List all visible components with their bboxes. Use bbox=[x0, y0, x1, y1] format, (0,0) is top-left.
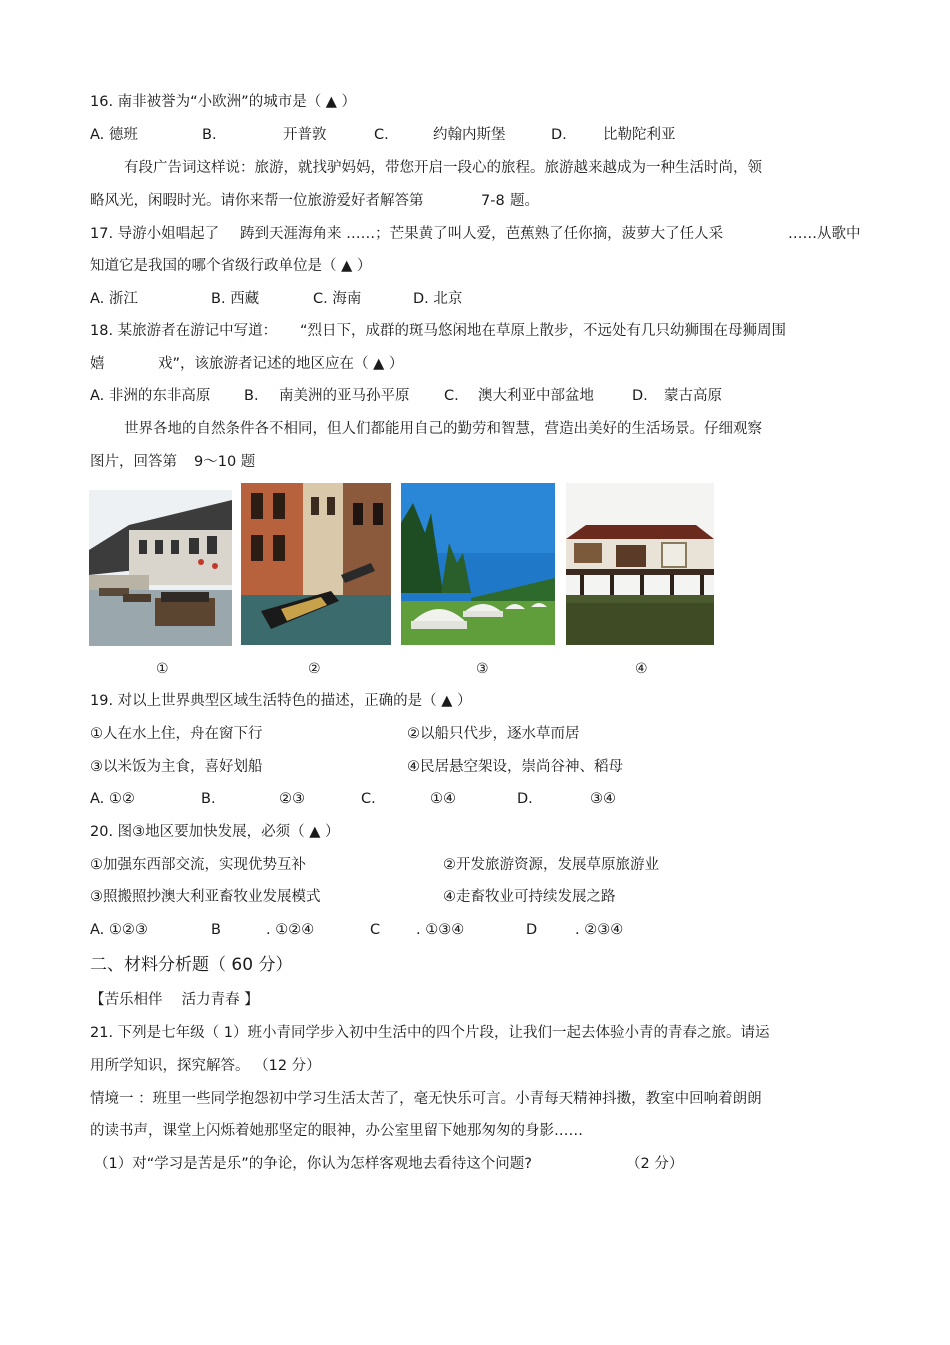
q18-option-b-letter: B. bbox=[244, 388, 259, 404]
q19-option-c-letter: C. bbox=[361, 791, 376, 807]
q16-option-c: 约翰内斯堡 bbox=[433, 127, 506, 143]
q18-line2b: 戏”，该旅游者记述的地区应在（ ▲ ） bbox=[158, 356, 404, 372]
q18-option-d: 蒙古高原 bbox=[664, 388, 722, 404]
q19-option-c: ①④ bbox=[430, 791, 456, 807]
q19-option-d: ③④ bbox=[590, 791, 616, 807]
q20-option-c: . ①③④ bbox=[416, 922, 465, 938]
q20-option-c-letter: C bbox=[370, 922, 381, 938]
q19-option-b-letter: B. bbox=[201, 791, 216, 807]
q20-stem: 20. 图③地区要加快发展，必须（ ▲ ） bbox=[90, 824, 340, 840]
q16-option-d: 比勒陀利亚 bbox=[603, 127, 676, 143]
q19-statement-1: ①人在水上住，舟在窗下行 bbox=[90, 726, 263, 742]
q19-stem: 19. 对以上世界典型区域生活特色的描述，正确的是（ ▲ ） bbox=[90, 693, 472, 709]
q18-option-c-letter: C. bbox=[444, 388, 459, 404]
q21-context-1-line2: 的读书声，课堂上闪烁着她那坚定的眼神，办公室里留下她那匆匆的身影…… bbox=[90, 1123, 583, 1139]
q16-option-a: A. 德班 bbox=[90, 127, 138, 143]
caption-1: ① bbox=[156, 661, 169, 677]
q19-option-a: A. ①② bbox=[90, 791, 135, 807]
q20-statement-3: ③照搬照抄澳大利亚畜牧业发展模式 bbox=[90, 889, 321, 905]
q16-option-c-letter: C. bbox=[374, 127, 389, 143]
section-2-theme: 【苦乐相伴 活力青春 】 bbox=[90, 992, 259, 1008]
q17-line1c: ……从歌中 bbox=[788, 226, 861, 242]
intro1-line2a: 略风光，闲暇时光。请你来帮一位旅游爱好者解答第 bbox=[90, 193, 424, 209]
section-2-title: 二、材料分析题（ 60 分） bbox=[90, 955, 293, 975]
q21-sub1-points: （2 分） bbox=[626, 1156, 684, 1172]
intro2-line2b: 9～10 题 bbox=[194, 454, 256, 470]
caption-3: ③ bbox=[476, 661, 489, 677]
q17-line1b: 踌到天涯海角来 ……；芒果黄了叫人爱，芭蕉熟了任你摘，菠萝大了任人采 bbox=[240, 226, 724, 242]
q21-sub1: （1）对“学习是苦是乐”的争论，你认为怎样客观地去看待这个问题? bbox=[94, 1156, 532, 1172]
q20-option-b-letter: B bbox=[211, 922, 221, 938]
q19-option-d-letter: D. bbox=[517, 791, 533, 807]
q17-option-d: D. 北京 bbox=[413, 291, 463, 307]
intro1-line1: 有段广告词这样说：旅游，就找驴妈妈，带您开启一段心的旅程。旅游越来越成为一种生活时尚，领 bbox=[124, 160, 762, 176]
q21-line2: 用所学知识，探究解答。 （12 分） bbox=[90, 1058, 321, 1074]
stilt-house-photo-icon bbox=[566, 483, 714, 645]
water-town-photo-icon bbox=[89, 490, 232, 646]
q20-statement-2: ②开发旅游资源，发展草原旅游业 bbox=[443, 857, 659, 873]
q19-statement-4: ④民居悬空架设，崇尚谷神、稻母 bbox=[407, 759, 623, 775]
q20-option-d-letter: D bbox=[526, 922, 538, 938]
intro2-line1: 世界各地的自然条件各不相同，但人们都能用自己的勤劳和智慧，营造出美好的生活场景。仔细观察 bbox=[124, 421, 762, 437]
q20-statement-4: ④走畜牧业可持续发展之路 bbox=[443, 889, 616, 905]
q18-option-b: 南美洲的亚马孙平原 bbox=[279, 388, 410, 404]
q20-option-d: . ②③④ bbox=[575, 922, 624, 938]
q16-option-b: 开普敦 bbox=[283, 127, 327, 143]
q17-line2: 知道它是我国的哪个省级行政单位是（ ▲ ） bbox=[90, 258, 372, 274]
q20-option-b: . ①②④ bbox=[266, 922, 315, 938]
q21-line1: 21. 下列是七年级（ 1）班小青同学步入初中生活中的四个片段，让我们一起去体验小青的青春之旅。请运 bbox=[90, 1025, 770, 1041]
q16-stem: 16. 南非被誉为“小欧洲”的城市是（ ▲ ） bbox=[90, 94, 357, 110]
q19-statement-3: ③以米饭为主食，喜好划船 bbox=[90, 759, 263, 775]
q17-line1a: 17. 导游小姐唱起了 bbox=[90, 226, 220, 242]
q17-option-c: C. 海南 bbox=[313, 291, 362, 307]
q18-line2a: 嬉 bbox=[90, 356, 105, 372]
q20-option-a: A. ①②③ bbox=[90, 922, 148, 938]
q17-option-b: B. 西藏 bbox=[211, 291, 260, 307]
intro2-line2a: 图片，回答第 bbox=[90, 454, 177, 470]
venice-canal-photo-icon bbox=[241, 483, 391, 645]
q16-option-d-letter: D. bbox=[551, 127, 567, 143]
q18-option-a: A. 非洲的东非高原 bbox=[90, 388, 211, 404]
yurt-grassland-photo-icon bbox=[401, 483, 555, 645]
q19-option-b: ②③ bbox=[279, 791, 305, 807]
caption-2: ② bbox=[308, 661, 321, 677]
q21-context-1-line1: 情境一 ：班里一些同学抱怨初中学习生活太苦了，毫无快乐可言。小青每天精神抖擞，教室中回响着朗朗 bbox=[90, 1091, 762, 1107]
q19-statement-2: ②以船只代步，逐水草而居 bbox=[407, 726, 580, 742]
q17-option-a: A. 浙江 bbox=[90, 291, 138, 307]
q18-option-d-letter: D. bbox=[632, 388, 648, 404]
intro1-line2c: 题。 bbox=[510, 193, 539, 209]
q18-line1a: 18. 某旅游者在游记中写道： bbox=[90, 323, 278, 339]
q16-option-b-letter: B. bbox=[202, 127, 217, 143]
caption-4: ④ bbox=[635, 661, 648, 677]
q18-line1b: “烈日下，成群的斑马悠闲地在草原上散步，不远处有几只幼狮围在母狮周围 bbox=[300, 323, 787, 339]
intro1-line2b: 7-8 bbox=[481, 193, 505, 209]
q18-option-c: 澳大利亚中部盆地 bbox=[478, 388, 594, 404]
q20-statement-1: ①加强东西部交流，实现优势互补 bbox=[90, 857, 306, 873]
